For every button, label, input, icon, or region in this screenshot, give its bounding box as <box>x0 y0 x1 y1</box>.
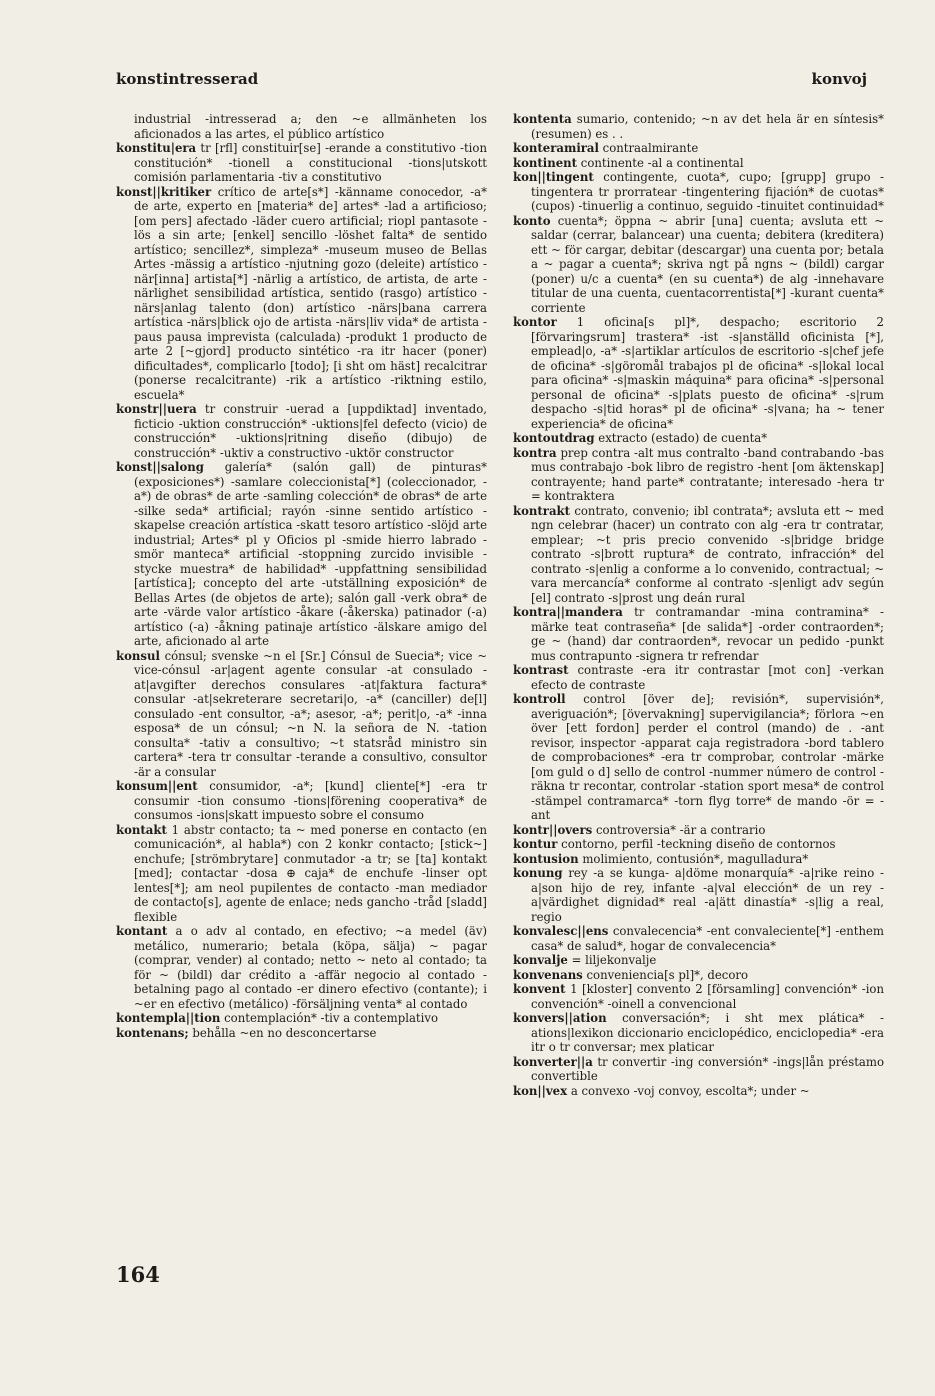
dictionary-entry <box>513 866 884 924</box>
dictionary-entry <box>513 837 884 852</box>
entry-text: behålla ~en no desconcertarse <box>192 1025 377 1040</box>
entry-headword: konung <box>513 866 563 880</box>
entry-headword: konvent <box>513 982 566 996</box>
dictionary-entry <box>116 924 487 1011</box>
entry-text: contrato, convenio; ibl contrata*; avsluta ett ~ med ngn celebrar (hacer) un contrato con alg -era tr contratar, emplear; ~t pris precio convenido -s|bridge bridge contrato -s|brott ruptura* de contrato, infracción* del contrato -s|enlig a conforme a lo convenido, contractual; ~ vara mercancía* conforme al contrato -s|enligt adv según [el] contrato -s|prost ung deán rural <box>531 503 884 605</box>
entry-headword: konst||salong <box>116 460 204 474</box>
entry-headword: konstr||uera <box>116 402 197 416</box>
dictionary-entry <box>116 460 487 649</box>
entry-headword: kontra <box>513 445 557 460</box>
entry-headword: kontenta <box>513 112 572 126</box>
entry-text: tr construir -uerad a [uppdiktad] inventado, ficticio -uktion construcción* -uktions|fel defecto (vicio) de construcción* -uktions|ritning diseño (dibujo) de construcción* -uktiv a constructivo -uktör constructor <box>134 402 487 460</box>
entry-text: 1 [kloster] convento 2 [församling] convención* -ion convención* -oinell a convencional <box>531 982 884 1011</box>
entry-text: 1 oficina[s pl]*, despacho; escritorio 2 [förvaringsrum] trastera* -ist -s|anställd oficinista [*], emplead|o, -a* -s|artiklar artículos de escritorio -s|chef jefe de oficina* -s|göromål trabajos pl de oficina* -s|lokal local para oficina* -s|maskin máquina* para oficina* -s|personal personal de oficina* -s|plats puesto de oficina* -s|rum despacho -s|tid horas* pl de oficina* -s|vana; ha ~ tener experiencia* de oficina* <box>531 315 884 431</box>
entry-headword: kontenans; <box>116 1025 189 1040</box>
entry-text: contorno, perfil -teckning diseño de contornos <box>561 837 836 851</box>
entry-text: 1 abstr contacto; ta ~ med ponerse en contacto (en comunicación*, al habla*) con 2 konkr contacto; [stick~] enchufe; [strömbrytare] conmutador -a tr; se [ta] kontakt [med]; contactar -dosa ⊕ caja* de enchufe -linser opt lentes[*]; am neol pupilentes de contacto -man mediador de contacto[s], agente de enlace; neds gancho -tråd [sladd] flexible <box>134 822 487 924</box>
entry-text: contemplación* -tiv a contemplativo <box>224 1011 438 1025</box>
right-column <box>513 112 884 1310</box>
entry-headword: konst||kritiker <box>116 184 212 199</box>
dictionary-entry <box>116 141 487 185</box>
entry-text: contingente, cuota*, cupo; [grupp] grupo -tingentera tr prorratear -tingentering fijación* de cuotas* (cupos) -tinuerlig a continuo, seguido -tinuitet continuidad* <box>531 170 884 213</box>
entry-headword: kontant <box>116 924 168 938</box>
entry-headword: kontroll <box>513 692 566 706</box>
entry-headword: konteramiral <box>513 141 599 155</box>
entry-text: sumario, contenido; ~n av det hela är en síntesis* (resumen) es . . <box>531 112 884 141</box>
entry-headword: kon||vex <box>513 1083 568 1098</box>
dictionary-entry <box>513 692 884 823</box>
dictionary-entry <box>513 924 884 953</box>
entry-text: crítico de arte[s*] -känname conocedor, -a* de arte, experto en [materia* de] artes* -lad a artificioso; [om pers] afectado -läder cuero artificial; riopl pantasote -lös a sin arte; [enkel] sencillo -löshet falta* de sentido artístico; sencillez*, simpleza* -museum museo de Bellas Artes -mässig a artístico -njutning gozo (deleite) artístico -när[inna] artista[*] -närlig a artístico, de artista, de arte -närlighet sensibilidad artística, sentido (rasgo) artístico -närs|anlag talento (don) artístico -närs|bana carrera artística -närs|blick ojo de artista -närs|liv vida* de artista -paus pausa imprevista (calculada) -produkt 1 producto de arte 2 [~gjord] producto sintético -ra itr hacer (poner) dificultades*, complicarlo [todo]; [i sht om häst] recalcitrar (ponerse recalcitrante) -rik a artístico -riktning estilo, escuela* <box>134 184 487 402</box>
entry-headword: kontor <box>513 315 557 329</box>
entry-text: molimiento, contusión*, magulladura* <box>582 851 809 866</box>
entry-headword: kontusion <box>513 851 579 866</box>
dictionary-entry <box>116 1026 487 1041</box>
entry-headword: kontakt <box>116 822 167 837</box>
entry-headword: konverter||a <box>513 1054 593 1069</box>
dictionary-entry <box>513 1055 884 1084</box>
entry-text: prep contra -alt mus contralto -band contrabando -bas mus contrabajo -bok libro de registro -hent [om äktenskap] contrayente; hand parte* contratante; interesado -hera tr = kontraktera <box>531 445 884 503</box>
dictionary-entry <box>513 852 884 867</box>
entry-text: rey -a se kunga- a|döme monarquía* -a|rike reino -a|son hijo de rey, infante -a|val elección* de un rey -a|värdighet dignidad* real -a|ätt dinastía* -s|lig a real, regio <box>531 866 884 924</box>
dictionary-entry <box>513 214 884 316</box>
entry-text: continente -al a continental <box>580 155 744 170</box>
entry-headword: konto <box>513 213 551 228</box>
dictionary-entry <box>513 141 884 156</box>
entry-text: conveniencia[s pl]*, decoro <box>586 967 749 982</box>
dictionary-entry <box>116 1011 487 1026</box>
entry-text: industrial -intresserad a; den ~e allmänheten los aficionados a las artes, el público artístico <box>134 112 487 141</box>
entry-headword: konsum||ent <box>116 779 198 793</box>
entry-headword: kontempla||tion <box>116 1011 221 1025</box>
entry-text: consumidor, -a*; [kund] cliente[*] -era tr consumir -tion consumo -tions|förening cooperativa* de consumos -ions|skatt impuesto sobre el consumo <box>134 779 487 822</box>
entry-text: contraste -era itr contrastar [mot con] -verkan efecto de contraste <box>531 663 884 692</box>
running-head-left: konstintresserad <box>116 70 259 88</box>
dictionary-entry <box>116 649 487 780</box>
dictionary-entry <box>513 823 884 838</box>
dictionary-entry <box>116 402 487 460</box>
dictionary-entry <box>513 953 884 968</box>
entry-text: = liljekonvalje <box>571 953 657 967</box>
dictionary-entry <box>513 605 884 663</box>
dictionary-entry <box>116 185 487 403</box>
entry-text: tr [rfl] constituir[se] -erande a constitutivo -tion constitución* -tionell a constitucional -tions|utskott comisión parlamentaria -tiv a constitutivo <box>134 141 487 184</box>
dictionary-entry <box>116 112 487 141</box>
entry-headword: konvalesc||ens <box>513 924 609 938</box>
dictionary-entry <box>513 1011 884 1055</box>
entry-text: cuenta*; öppna ~ abrir [una] cuenta; avsluta ett ~ saldar (cerrar, balancear) una cuenta; debitera (kreditera) ett ~ för cargar, debitar (descargar) una cuenta por; betala a ~ pagar a cuenta*; skriva ngt på ngns ~ (bildl) cargar (poner) u/c a cuenta* (en su cuenta*) de alg -innehavare titular de una cuenta, cuentacorrentista[*] -kurant cuenta* corriente <box>531 213 884 315</box>
entry-text: controversia* -är a contrario <box>595 822 766 837</box>
dictionary-entry <box>513 1084 884 1099</box>
entry-headword: kontoutdrag <box>513 431 595 445</box>
entry-headword: kontra||mandera <box>513 605 623 619</box>
dictionary-entry <box>513 156 884 171</box>
entry-text: tr convertir -ing conversión* -ings|lån préstamo convertible <box>531 1054 884 1083</box>
left-column <box>116 112 487 1262</box>
page-number: 164 <box>116 1262 160 1287</box>
entry-text: a convexo -voj convoy, escolta*; under ~ <box>570 1083 810 1098</box>
entry-text: contraalmirante <box>602 141 699 155</box>
entry-text: tr contramandar -mina contramina* -märke teat contraseña* [de salida*] -order contraorden*; ge ~ (hand) dar contraorden*, revocar un pedido -punkt mus contrapunto -signera tr refrendar <box>531 605 884 663</box>
entry-headword: konvalje <box>513 953 568 967</box>
dictionary-entry <box>116 823 487 925</box>
dictionary-entry <box>116 779 487 823</box>
entry-headword: kontrakt <box>513 503 571 518</box>
entry-headword: konstitu|era <box>116 141 197 155</box>
dictionary-entry <box>513 663 884 692</box>
dictionary-entry <box>513 315 884 431</box>
entry-headword: kon||tingent <box>513 170 594 184</box>
dictionary-entry <box>513 431 884 446</box>
dictionary-entry <box>513 968 884 983</box>
entry-text: control [över de]; revisión*, supervisión*, averiguación*; [övervakning] supervigilancia*; förlora ~en över [ett fordon] perder el control (mando) de . -ant revisor, inspector -apparat caja registradora -bord tablero de comprobaciones* -era tr comprobar, controlar -märke [om guld o d] sello de control -nummer número de control -räkna tr recontar, controlar -station sport mesa* de control -stämpel contramarca* -torn flyg torre* de mando -ör = -ant <box>531 692 884 822</box>
entry-headword: konvenans <box>513 967 583 982</box>
entry-text: a o adv al contado, en efectivo; ~a medel (äv) metálico, numerario; betala (köpa, sälja) ~ pagar (comprar, vender) al contado; netto ~ neto al contado; ta för ~ (bildl) dar crédito a -affär negocio al contado -betalning pago al contado -er dinero efectivo (contante); i ~er en efectivo (metálico) -försäljning venta* al contado <box>134 924 487 1011</box>
entry-text: convalecencia* -ent convaleciente[*] -enthem casa* de salud*, hogar de convalecencia* <box>531 924 884 953</box>
entry-headword: kontinent <box>513 155 578 170</box>
entry-headword: kontur <box>513 837 558 851</box>
entry-text: cónsul; svenske ~n el [Sr.] Cónsul de Suecia*; vice ~ vice-cónsul -ar|agent agente consular -at consulado -at|avgifter derechos consulares -at|faktura factura* consular -at|sekreterare secretari|o, -a* (canciller) de[l] consulado -ent consultor, -a*; asesor, -a*; perit|o, -a* -inna esposa* de un cónsul; ~n N. la señora de N. -tation consulta* -tativ a consultivo; ~t statsråd ministro sin cartera* -tera tr consultar -terande a consultivo, consultor -är a consular <box>134 648 487 779</box>
dictionary-entry <box>513 446 884 504</box>
entry-text: extracto (estado) de cuenta* <box>598 431 768 445</box>
entry-text: galería* (salón gall) de pinturas* (exposiciones*) -samlare coleccionista[*] (coleccionador, -a*) de obras* de arte -samling colección* de obras* de arte -silke seda* artificial; rayón -sinne sentido artístico -skapelse creación artística -skatt tesoro artístico -slöjd arte industrial; Artes* pl y Oficios pl -smide hierro labrado -smör manteca* artificial -stoppning zurcido invisible -stycke muestra* de habilidad* -uppfattning sensibilidad [artística]; concepto del arte -utställning exposición* de Bellas Artes (de objetos de arte); salón gall -verk obra* de arte -värde valor artístico -åkare (-åkerska) patinador (-a) artístico (-a) -åkning patinaje artístico -älskare amigo del arte, aficionado al arte <box>134 460 487 648</box>
dictionary-entry <box>513 504 884 606</box>
entry-headword: kontrast <box>513 663 569 677</box>
entry-headword: konsul <box>116 648 160 663</box>
entry-headword: kontr||overs <box>513 822 593 837</box>
dictionary-entry <box>513 170 884 214</box>
dictionary-entry <box>513 112 884 141</box>
entry-headword: konvers||ation <box>513 1011 607 1025</box>
running-head-right: konvoj <box>811 70 867 88</box>
dictionary-entry <box>513 982 884 1011</box>
entry-text: conversación*; i sht mex plática* -ations|lexikon diccionario enciclopédico, enciclopedia* -era itr o tr conversar; mex platicar <box>531 1011 884 1054</box>
